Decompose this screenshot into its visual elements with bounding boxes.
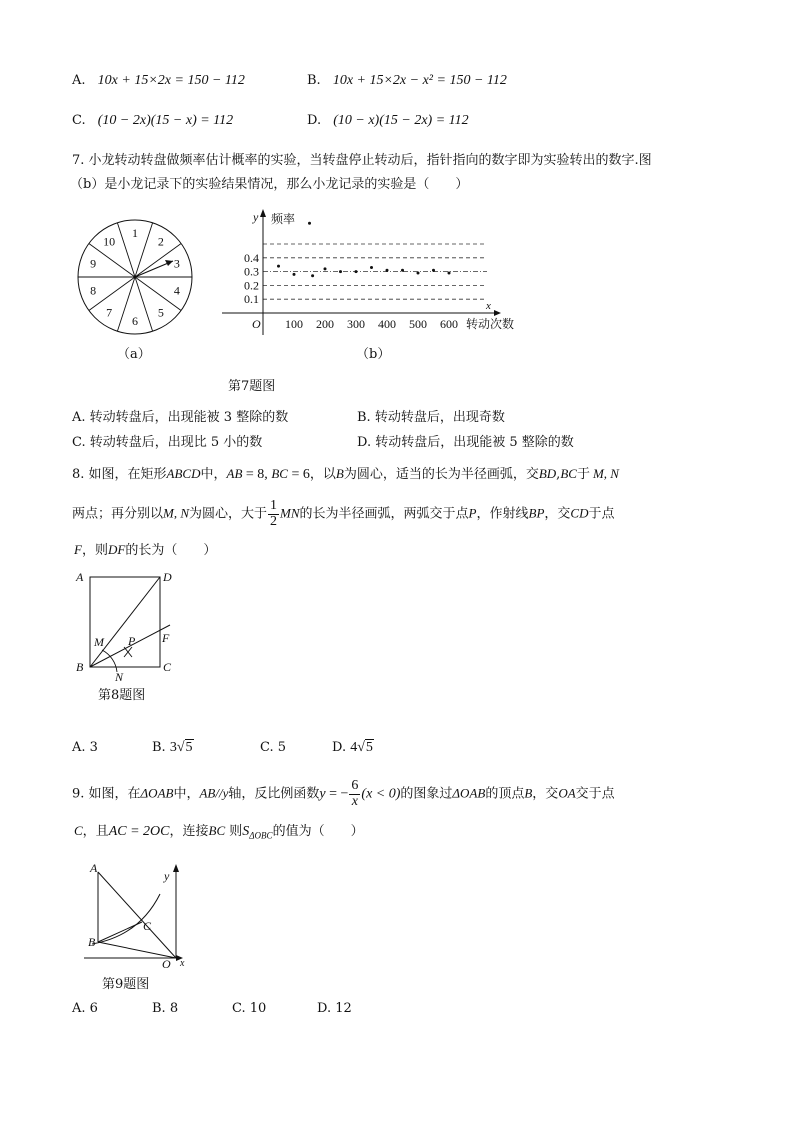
q9-triangle-figure xyxy=(84,858,190,970)
q8-option-a: A. 3 xyxy=(72,740,98,755)
spinner-number: 10 xyxy=(103,234,116,249)
chart-point xyxy=(308,222,311,225)
chart-origin-label: O xyxy=(252,317,261,331)
chart-point xyxy=(311,274,314,277)
label-p: P xyxy=(128,634,136,648)
chart-point xyxy=(339,270,342,273)
chart-point xyxy=(386,269,389,272)
frequency-chart xyxy=(222,205,522,345)
chart-point xyxy=(432,269,435,272)
spinner-pointer-arrowhead xyxy=(165,260,173,266)
chart-ytick-label: 0.4 xyxy=(244,250,259,265)
diagonal-bd xyxy=(90,577,160,667)
q7-figure-caption: 第7题图 xyxy=(228,379,276,394)
q8-figure-caption: 第8题图 xyxy=(98,688,146,703)
chart-xtick-label: 100 xyxy=(285,317,303,331)
label-b: B xyxy=(76,660,84,674)
q7-option-c: C. 转动转盘后，出现比 5 小的数 xyxy=(72,435,263,450)
q8-rectangle-figure xyxy=(72,567,192,685)
spinner-number: 7 xyxy=(106,305,113,320)
chart-point xyxy=(277,265,280,268)
chart-point xyxy=(417,271,420,274)
q9-label-b: B xyxy=(88,935,96,949)
label-m: M xyxy=(94,635,104,649)
chart-xtick-label: 200 xyxy=(316,317,334,331)
chart-xtick-label: 400 xyxy=(378,317,396,331)
q9-label-a: A xyxy=(90,861,98,875)
q7-option-d: D. 转动转盘后，出现能被 5 整除的数 xyxy=(357,435,574,450)
q8-stem-line2: 两点；再分别以M, N为圆心，大于 $\frac{1}{2}$ MN的长为半径画弧，两弧交于点P，作射线BP，交CD于点 xyxy=(72,498,615,529)
arc-intersection-p xyxy=(124,647,132,657)
label-n: N xyxy=(115,670,124,684)
spinner-number: 1 xyxy=(132,226,138,240)
chart-y-letter: y xyxy=(253,210,259,224)
q8-option-b: B. 3√5 xyxy=(152,740,193,755)
q9-label-y: y xyxy=(164,869,170,883)
chart-xlabel: 转动次数 xyxy=(466,317,515,331)
chart-point xyxy=(355,270,358,273)
q9-label-x: x xyxy=(180,958,185,969)
q9-option-a: A. 6 xyxy=(72,1001,98,1016)
spinner-number: 2 xyxy=(157,234,164,249)
q6-option-a-equation: 10x + 15×2x = 150 − 112 xyxy=(97,73,245,88)
chart-x-letter: x xyxy=(486,300,491,312)
q9-figure-caption: 第9题图 xyxy=(102,977,150,992)
q7-stem-line2: （b）是小龙记录下的实验结果情况，那么小龙记录的实验是（ ） xyxy=(70,177,469,192)
chart-point xyxy=(370,266,373,269)
label-f: F xyxy=(162,631,170,645)
chart-ytick-label: 0.2 xyxy=(244,278,259,293)
spinner-figure xyxy=(70,215,200,345)
chart-point xyxy=(401,269,404,272)
q9-option-d: D. 12 xyxy=(317,1001,352,1016)
chart-xtick-label: 600 xyxy=(440,317,458,331)
q8-option-c: C. 5 xyxy=(260,740,287,755)
q7-option-b: B. 转动转盘后，出现奇数 xyxy=(357,410,505,425)
chart-point xyxy=(293,273,296,276)
segment-oa xyxy=(98,872,176,958)
spinner-number: 5 xyxy=(157,305,164,320)
q9-option-c: C. 10 xyxy=(232,1001,267,1016)
arc-center-b xyxy=(102,650,117,672)
q7-option-a: A. 转动转盘后，出现能被 3 整除的数 xyxy=(72,410,289,425)
q9-stem-line2: C，且AC = 2OC，连接BC 则$S_{\Delta OBC}$的值为（ ） xyxy=(74,823,364,841)
spinner-number: 6 xyxy=(132,314,138,328)
spinner-number: 3 xyxy=(173,256,180,271)
q6-option-c: C. (10 − 2x)(15 − x) = 112 xyxy=(72,113,234,128)
q8-stem-line1: 8. 如图，在矩形ABCD中，AB = 8, BC = 6，以B为圆心，适当的长为半径画弧，交BD,BC于 M, N xyxy=(72,466,619,482)
chart-ylabel: 频率 xyxy=(271,212,296,226)
chart-xtick-label: 300 xyxy=(347,317,365,331)
chart-label-b: （b） xyxy=(356,347,391,362)
spinner-number: 4 xyxy=(173,283,180,298)
q6-option-a: A. 10x + 15×2x = 150 − 112 xyxy=(72,73,245,88)
q9-stem-line1: 9. 如图，在ΔOAB中，AB//y轴，反比例函数y = − $\frac{6}{x}$ (x < 0)的图象过ΔOAB的顶点B，交OA交于点 xyxy=(72,778,615,809)
chart-ytick-label: 0.1 xyxy=(244,292,259,307)
label-c: C xyxy=(163,660,172,674)
q9-label-c: C xyxy=(143,919,152,933)
q6-option-b: B. 10x + 15×2x − x² = 150 − 112 xyxy=(307,73,507,88)
spinner-number: 9 xyxy=(90,256,97,271)
chart-point xyxy=(448,271,451,274)
chart-ytick-label: 0.3 xyxy=(244,264,259,279)
label-a: A xyxy=(76,570,84,584)
chart-x-arrow xyxy=(494,310,501,316)
q6-option-d: D. (10 − x)(15 − 2x) = 112 xyxy=(307,113,469,128)
spinner-number: 8 xyxy=(90,283,97,298)
spinner-label-a: （a） xyxy=(117,347,151,362)
q9-y-arrow xyxy=(173,864,179,872)
q9-label-o: O xyxy=(162,957,171,970)
q7-stem-line1: 7. 小龙转动转盘做频率估计概率的实验，当转盘停止转动后，指针指向的数字即为实验转出的数字.图 xyxy=(72,153,652,168)
chart-point xyxy=(324,267,327,270)
q6-option-d-equation: (10 − x)(15 − 2x) = 112 xyxy=(333,113,469,128)
label-d: D xyxy=(163,570,172,584)
q9-option-b: B. 8 xyxy=(152,1001,179,1016)
q6-option-b-equation: 10x + 15×2x − x² = 150 − 112 xyxy=(332,73,507,88)
q8-stem-line3: F，则DF的长为（ ） xyxy=(74,542,217,558)
chart-xtick-label: 500 xyxy=(409,317,427,331)
q8-option-d: D. 4√5 xyxy=(332,740,373,755)
q6-option-c-equation: (10 − 2x)(15 − x) = 112 xyxy=(97,113,234,128)
chart-y-arrow xyxy=(260,209,266,217)
